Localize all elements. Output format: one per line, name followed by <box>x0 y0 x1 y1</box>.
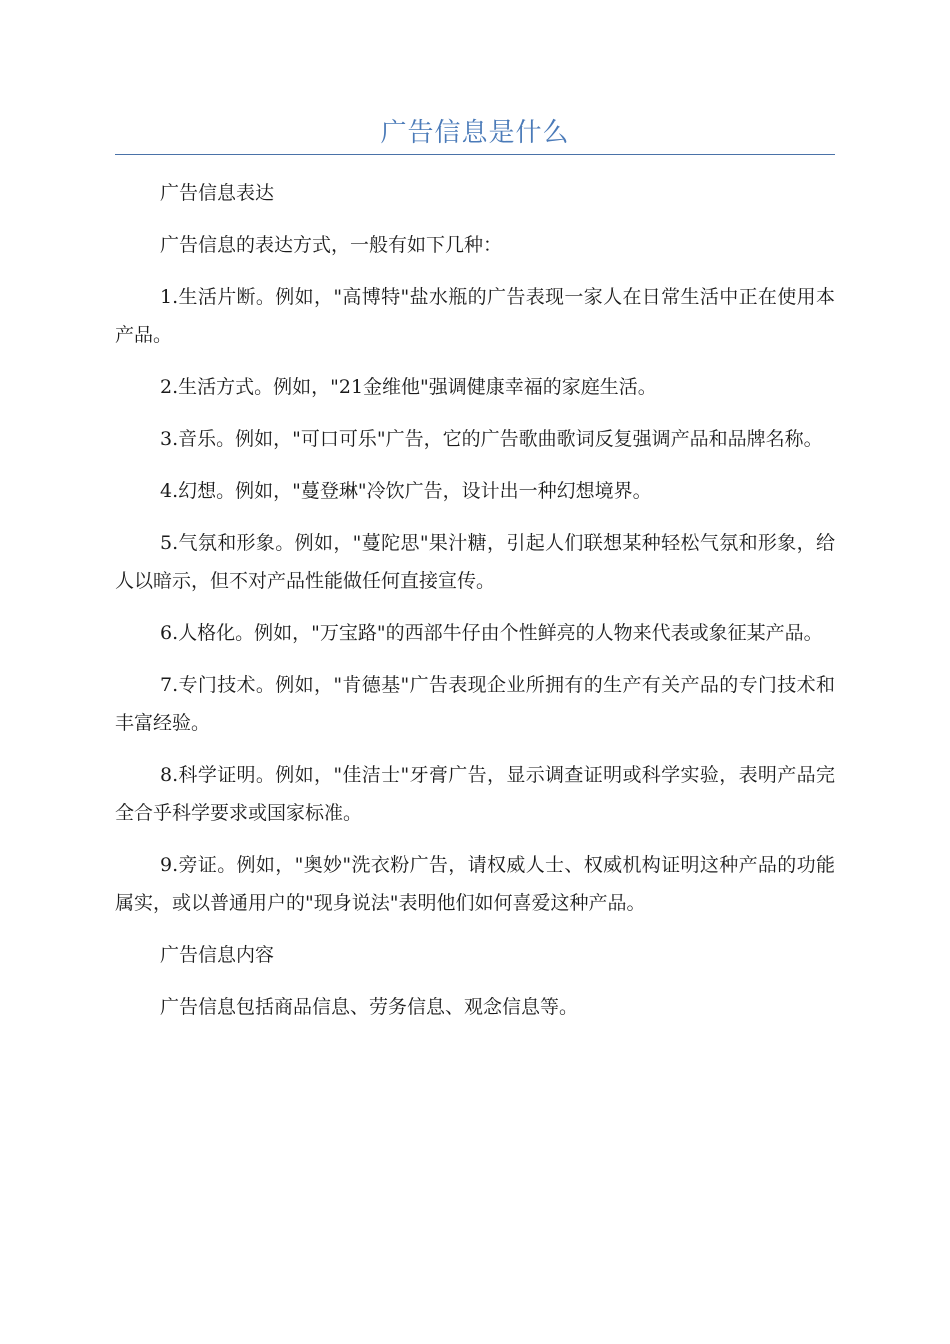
section-heading-content: 广告信息内容 <box>160 944 275 966</box>
list-item-4: 4.幻想。例如，"蔓登琳"冷饮广告，设计出一种幻想境界。 <box>160 480 652 502</box>
list-item-3: 3.音乐。例如，"可口可乐"广告，它的广告歌曲歌词反复强调产品和品牌名称。 <box>160 428 823 450</box>
document-body <box>115 174 835 1040</box>
section-heading-expression: 广告信息表达 <box>160 182 275 204</box>
list-item-9: 9.旁证。例如，"奥妙"洗衣粉广告，请权威人士、权威机构证明这种产品的功能属实，或以普通用户的"现身说法"表明他们如何喜爱这种产品。 <box>115 854 835 914</box>
list-item-7: 7.专门技术。例如，"肯德基"广告表现企业所拥有的生产有关产品的专门技术和丰富经验。 <box>115 674 835 734</box>
list-item-6: 6.人格化。例如，"万宝路"的西部牛仔由个性鲜亮的人物来代表或象征某产品。 <box>160 622 823 644</box>
list-item-5: 5.气氛和形象。例如，"蔓陀思"果汁糖，引起人们联想某种轻松气氛和形象，给人以暗示，但不对产品性能做任何直接宣传。 <box>115 532 835 592</box>
list-item-2: 2.生活方式。例如，"21金维他"强调健康幸福的家庭生活。 <box>160 376 657 398</box>
paragraph-intro: 广告信息的表达方式，一般有如下几种： <box>160 234 503 256</box>
list-item-1: 1.生活片断。例如，"高博特"盐水瓶的广告表现一家人在日常生活中正在使用本产品。 <box>115 286 835 346</box>
list-item-8: 8.科学证明。例如，"佳洁士"牙膏广告，显示调查证明或科学实验，表明产品完全合乎科学要求或国家标准。 <box>115 764 835 824</box>
title-underline <box>115 154 835 155</box>
document-title: 广告信息是什么 <box>380 118 570 148</box>
paragraph-content: 广告信息包括商品信息、劳务信息、观念信息等。 <box>160 996 579 1018</box>
